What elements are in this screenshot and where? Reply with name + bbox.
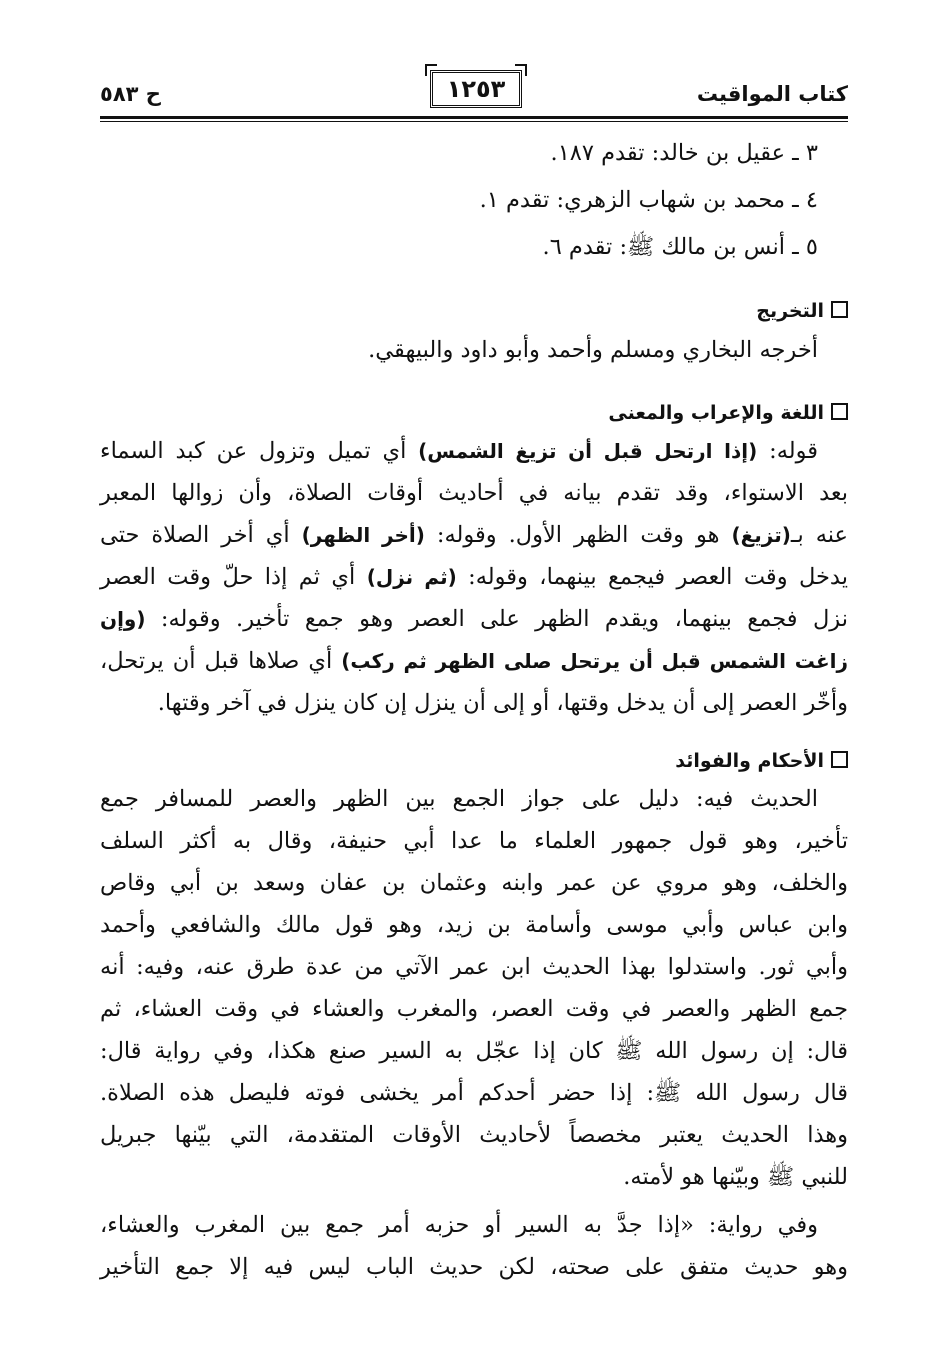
section-heading-lugha: اللغة والإعراب والمعنى: [608, 402, 848, 424]
header-rule: [100, 116, 848, 119]
paragraph-line: وابن عباس وأبي موسى وأسامة بن زيد، وهو قول مالك والشافعي وأحمد: [100, 912, 848, 938]
square-bullet-icon: [831, 301, 848, 318]
paragraph-line: نزل فجمع بينهما، ويقدم الظهر على العصر وهو جمع تأخير. وقوله: (وإن: [100, 606, 848, 632]
paragraph-line: وأخّر العصر إلى أن يدخل وقتها، أو إلى أن ينزل إن كان ينزل في آخر وقتها.: [157, 690, 848, 716]
book-title: كتاب المواقيت: [696, 82, 848, 106]
narrator-line: ٥ ـ أنس بن مالك ﷺ: تقدم ٦.: [542, 234, 818, 260]
paragraph-line: قال رسول الله ﷺ: إذا حضر أحدكم أمر يخشى فوته فليصل هذه الصلاة.: [100, 1080, 848, 1106]
paragraph-line: جمع الظهر والعصر في وقت العصر، والمغرب والعشاء في وقت العشاء، ثم: [100, 996, 848, 1022]
narrator-line: ٣ ـ عقيل بن خالد: تقدم ١٨٧.: [550, 140, 818, 166]
takhrij-text: أخرجه البخاري ومسلم وأحمد وأبو داود والبيهقي.: [368, 337, 818, 363]
page-header: [100, 62, 848, 120]
square-bullet-icon: [831, 403, 848, 420]
paragraph-line: وهو حديث متفق على صحته، لكن حديث الباب ليس فيه إلا جمع التأخير: [100, 1254, 848, 1280]
section-heading-ahkam: الأحكام والفوائد: [675, 750, 848, 772]
section-heading-takhrij: التخريج: [756, 300, 848, 322]
paragraph-line: قوله: (إذا ارتحل قبل أن تزيغ الشمس) أي تميل وتزول عن كبد السماء: [100, 438, 818, 464]
paragraph-line: والخلف، وهو مروي عن عمر وابنه وعثمان بن عفان وسعد بن أبي وقاص: [100, 870, 848, 896]
paragraph-line: قال: إن رسول الله ﷺ كان إذا عجّل به السير صنع هكذا، وفي رواية قال:: [100, 1038, 848, 1064]
paragraph-line: للنبي ﷺ وبيّنها هو لأمته.: [623, 1164, 848, 1190]
narrator-line: ٤ ـ محمد بن شهاب الزهري: تقدم ١.: [479, 187, 818, 213]
paragraph-line: الحديث فيه: دليل على جواز الجمع بين الظهر والعصر للمسافر جمع: [100, 786, 818, 812]
paragraph-line: وأبي ثور. واستدلوا بهذا الحديث ابن عمر الآتي من عدة طرق عنه، وفيه: أنه: [100, 954, 848, 980]
hadith-reference: ح ٥٨٣: [100, 82, 161, 106]
paragraph-line: بعد الاستواء، وقد تقدم بيانه في أحاديث أوقات الصلاة، وأن زوالها المعبر: [100, 480, 848, 506]
page-number: ١٢٥٣: [430, 70, 522, 108]
paragraph-line: وهذا الحديث يعتبر مخصصاً لأحاديث الأوقات المتقدمة، التي بيّنها جبريل: [100, 1122, 848, 1148]
paragraph-line: عنه بـ(تزيغ) هو وقت الظهر الأول. وقوله: (أخر الظهر) أي أخر الصلاة حتى: [100, 522, 848, 548]
paragraph-line: تأخير، وهو قول جمهور العلماء ما عدا أبي حنيفة، وقال به أكثر السلف: [100, 828, 848, 854]
paragraph-line: يدخل وقت العصر فيجمع بينهما، وقوله: (ثم نزل) أي ثم إذا حلّ وقت العصر: [100, 564, 848, 590]
paragraph-line: زاغت الشمس قبل أن يرتحل صلى الظهر ثم ركب) أي صلاها قبل أن يرتحل،: [100, 648, 849, 674]
square-bullet-icon: [831, 751, 848, 768]
header-rule-thin: [100, 121, 848, 122]
paragraph-line: وفي رواية: «إذا جدَّ به السير أو حزبه أمر جمع بين المغرب والعشاء،: [100, 1212, 818, 1238]
